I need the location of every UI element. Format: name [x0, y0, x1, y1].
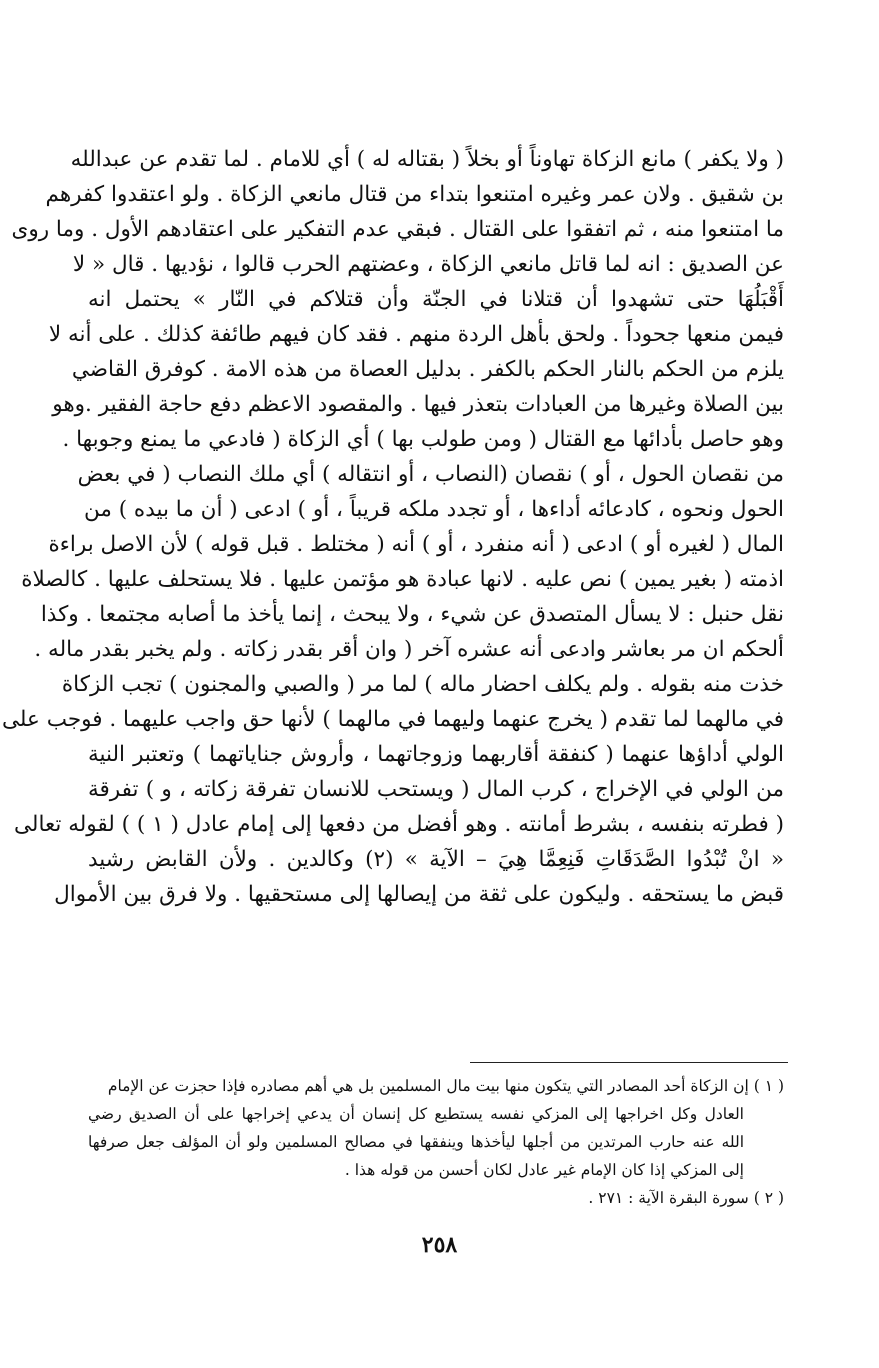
text-line: في مالهما لما تقدم ( يخرج عنهما وليهما في مالهما ) لأنها حق واجب عليهما . فوجب على — [2, 707, 784, 732]
text-line: يلزم من الحكم بالنار الحكم بالكفر . بدليل العصاة من هذه الامة . كوفرق القاضي — [71, 357, 784, 382]
footnote-text-line: إلى المزكي إذا كان الإمام غير عادل لكان أحسن من قوله هذا . — [344, 1161, 744, 1179]
footnote-text: إن الزكاة أحد المصادر التي يتكون منها بيت مال المسلمين بل هي أهم مصادره فإذا حجزت عن الإمام — [107, 1077, 749, 1095]
text-line: المال ( لغيره أو ) ادعى ( أنه منفرد ، أو ) أنه ( مختلط . قبل قوله ) لأن الاصل براءة — [48, 532, 784, 557]
footnote-text-line: الله عنه حارب المرتدين من أجلها ليأخذها وينفقها في مصالح المسلمين ولو أن المؤلف جعل صرفها — [88, 1133, 744, 1151]
text-line: اذمته ( بغير يمين ) نص عليه . لانها عبادة هو مؤتمن عليها . فلا يستحلف عليها . كالصلاة — [21, 567, 784, 592]
text-line: بين الصلاة وغيرها من العبادات بتعذر فيها . والمقصود الاعظم دفع حاجة الفقير .وهو — [52, 392, 784, 417]
text-line: « انْ تُبْدُوا الصَّدَقَاتِ فَنِعِمَّا هِيَ – الآية » (٢) وكالدين . ولأن القابض رشيد — [88, 847, 784, 872]
main-text-block — [2, 142, 784, 912]
text-line: الحول ونحوه ، كادعائه أداءها ، أو تجدد ملكه قريباً ، أو ) ادعى ( أن ما بيده ) من — [83, 497, 784, 522]
text-line: قبض ما يستحقه . وليكون على ثقة من إيصالها إلى مستحقيها . ولا فرق بين الأموال — [54, 882, 784, 907]
text-line: ما امتنعوا منه ، ثم اتفقوا على القتال . فبقي عدم التفكير على اعتقادهم الأول . وما روى — [11, 217, 784, 242]
text-line: من نقصان الحول ، أو ) نقصان (النصاب ، أو انتقاله ) أي ملك النصاب ( في بعض — [77, 462, 784, 487]
footnote-first-line — [88, 1184, 784, 1212]
footnotes-block — [88, 1072, 784, 1212]
footnote-1 — [88, 1072, 784, 1184]
text-line: ( ولا يكفر ) مانع الزكاة تهاوناً أو بخلاً ( بقتاله له ) أي للامام . لما تقدم عن عبدالله — [70, 147, 784, 172]
text-line: بن شقيق . ولان عمر وغيره امتنعوا بتداء من قتال مانعي الزكاة . ولو اعتقدوا كفرهم — [45, 182, 784, 207]
text-line: ( فطرته بنفسه ، بشرط أمانته . وهو أفضل من دفعها إلى إمام عادل ( ١ ) ) لقوله تعالى — [14, 812, 784, 837]
text-line: وهو حاصل بأدائها مع القتال ( ومن طولب بها ) أي الزكاة ( فادعي ما يمنع وجوبها . — [62, 427, 784, 452]
text-line: الولي أداؤها عنهما ( كنفقة أقاربهما وزوجاتهما ، وأروش جناياتهما ) وتعتبر النية — [88, 742, 784, 767]
footnote-divider — [470, 1062, 788, 1063]
footnote-marker: ( ١ ) — [753, 1077, 784, 1095]
footnote-text-line: العادل وكل اخراجها إلى المزكي نفسه يستطيع كل إنسان أن يدعي إخراجها على أن الصديق رضي — [88, 1105, 744, 1123]
text-line: أَقْبَلُهَا حتى تشهدوا أن قتلانا في الجنّة وأن قتلاكم في النّار » يحتمل انه — [88, 287, 784, 312]
text-line: ألحكم ان مر بعاشر وادعى أنه عشره آخر ( وان أقر بقدر زكاته . ولم يخبر بقدر ماله . — [34, 637, 784, 662]
footnote-marker: ( ٢ ) — [753, 1189, 784, 1207]
text-line: نقل حنبل : لا يسأل المتصدق عن شيء ، ولا يبحث ، إنما يأخذ ما أصابه مجتمعا . وكذا — [40, 602, 784, 627]
text-line: خذت منه بقوله . ولم يكلف احضار ماله ) لما مر ( والصبي والمجنون ) تجب الزكاة — [61, 672, 784, 697]
footnote-2 — [88, 1184, 784, 1212]
text-line: فيمن منعها جحوداً . ولحق بأهل الردة منهم . فقد كان فيهم طائفة كذلك . على أنه لا — [48, 322, 784, 347]
page-number: ٢٥٨ — [421, 1232, 458, 1258]
footnote-text: سورة البقرة الآية : ٢٧١ . — [588, 1189, 749, 1207]
footnote-first-line — [88, 1072, 784, 1100]
text-line: عن الصديق : انه لما قاتل مانعي الزكاة ، وعضتهم الحرب قالوا ، نؤديها . قال « لا — [72, 252, 784, 277]
text-line: من الولي في الإخراج ، كرب المال ( ويستحب للانسان تفرقة زكاته ، و ) تفرقة — [88, 777, 784, 802]
